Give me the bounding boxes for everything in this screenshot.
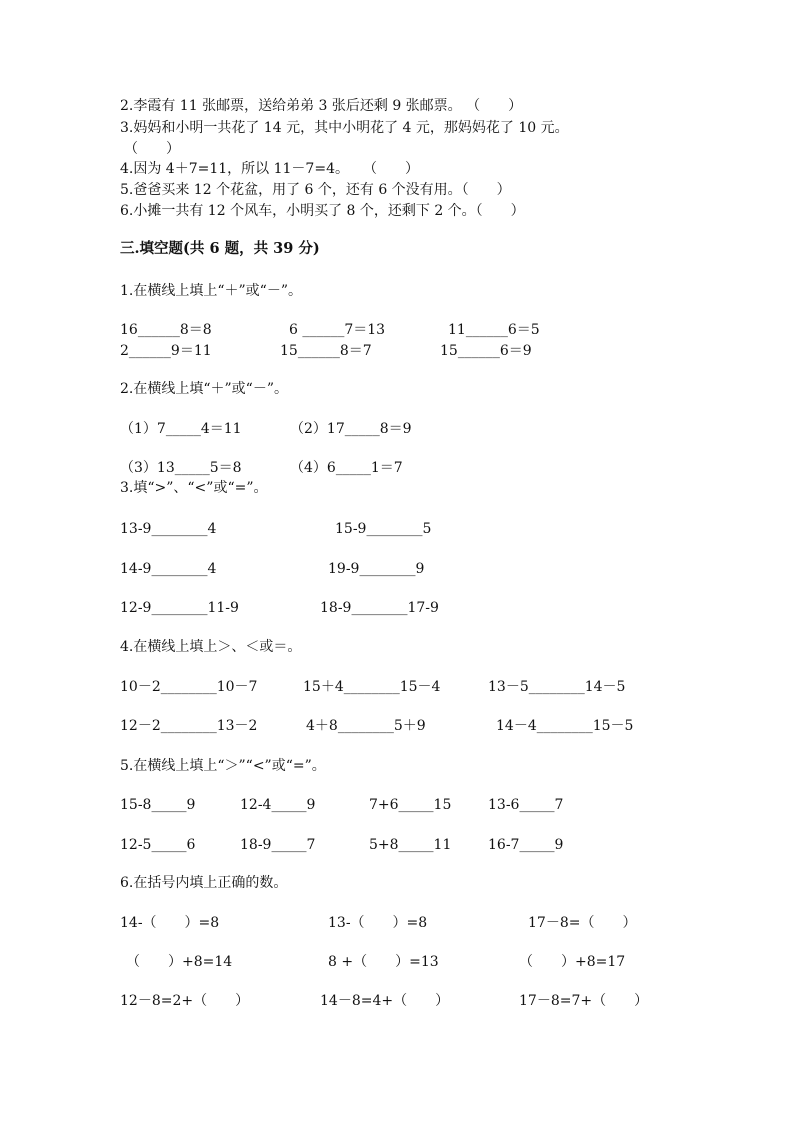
judge-question-2: 2.李霞有 11 张邮票，送给弟弟 3 张后还剩 9 张邮票。 （ ） <box>120 98 523 114</box>
fill-q4-item: 13－5________14－5 <box>488 679 626 695</box>
fill-q4-item: 12－2________13－2 <box>120 718 258 734</box>
fill-q6-item: 14-（ ）=8 <box>120 915 220 931</box>
fill-question-5-title: 5.在横线上填上“＞”“<”或“=”。 <box>120 758 326 774</box>
fill-q1-item: 15______6＝9 <box>440 343 532 359</box>
fill-q3-item: 12-9________11-9 <box>120 600 239 616</box>
fill-q6-item: （ ）+8=17 <box>519 954 626 970</box>
fill-q5-item: 7+6_____15 <box>369 797 452 813</box>
judge-question-3: 3.妈妈和小明一共花了 14 元，其中小明花了 4 元，那妈妈花了 10 元。 <box>120 120 569 136</box>
fill-q5-item: 15-8_____9 <box>120 797 196 813</box>
fill-q5-item: 13-6_____7 <box>488 797 564 813</box>
fill-question-3-title: 3.填“>”、“<”或“=”。 <box>120 480 268 496</box>
fill-q4-item: 4＋8________5＋9 <box>306 718 426 734</box>
fill-q2-item: （2）17_____8＝9 <box>290 421 412 437</box>
fill-q4-item: 10－2________10－7 <box>120 679 258 695</box>
fill-q6-item: 12－8=2+（ ） <box>120 993 250 1009</box>
fill-question-4-title: 4.在横线上填上＞、＜或＝。 <box>120 639 302 655</box>
fill-q6-item: 14－8=4+（ ） <box>320 993 450 1009</box>
fill-q1-item: 6 ______7＝13 <box>289 322 386 338</box>
judge-question-5: 5.爸爸买来 12 个花盆，用了 6 个，还有 6 个没有用。（ ） <box>120 182 511 198</box>
judge-question-4: 4.因为 4＋7=11，所以 11－7=4。 （ ） <box>120 161 419 177</box>
fill-q5-item: 12-4_____9 <box>240 797 316 813</box>
fill-q3-item: 15-9________5 <box>335 521 432 537</box>
fill-q6-item: 17－8=（ ） <box>528 915 637 931</box>
fill-q1-item: 11______6＝5 <box>448 322 540 338</box>
fill-question-2-title: 2.在横线上填“＋”或“－”。 <box>120 381 288 397</box>
fill-q4-item: 14－4________15－5 <box>496 718 634 734</box>
fill-q5-item: 18-9_____7 <box>240 837 316 853</box>
fill-q4-item: 15＋4________15－4 <box>303 679 441 695</box>
section-title: 三.填空题(共 6 题，共 39 分) <box>120 240 320 257</box>
judge-question-6: 6.小摊一共有 12 个风车，小明买了 8 个，还剩下 2 个。（ ） <box>120 203 525 219</box>
fill-q3-item: 14-9________4 <box>120 561 217 577</box>
fill-q3-item: 19-9________9 <box>328 561 425 577</box>
fill-q6-item: 8 +（ ）=13 <box>328 954 439 970</box>
judge-question-3-answer-paren: （ ） <box>124 141 180 157</box>
fill-q6-item: 13-（ ）=8 <box>328 915 428 931</box>
fill-q2-item: （1）7_____4＝11 <box>120 421 242 437</box>
fill-q1-item: 15______8＝7 <box>280 343 372 359</box>
fill-q2-item: （4）6_____1＝7 <box>290 460 403 476</box>
fill-q3-item: 13-9________4 <box>120 521 217 537</box>
fill-q5-item: 12-5_____6 <box>120 837 196 853</box>
fill-q1-item: 2______9＝11 <box>120 343 212 359</box>
fill-q6-item: （ ）+8=14 <box>126 954 233 970</box>
fill-q3-item: 18-9________17-9 <box>320 600 439 616</box>
fill-question-6-title: 6.在括号内填上正确的数。 <box>120 875 288 891</box>
fill-q1-item: 16______8＝8 <box>120 322 212 338</box>
fill-q2-item: （3）13_____5＝8 <box>120 460 242 476</box>
fill-question-1-title: 1.在横线上填上“＋”或“－”。 <box>120 283 302 299</box>
fill-q5-item: 5+8_____11 <box>369 837 452 853</box>
fill-q5-item: 16-7_____9 <box>488 837 564 853</box>
fill-q6-item: 17－8=7+（ ） <box>519 993 649 1009</box>
